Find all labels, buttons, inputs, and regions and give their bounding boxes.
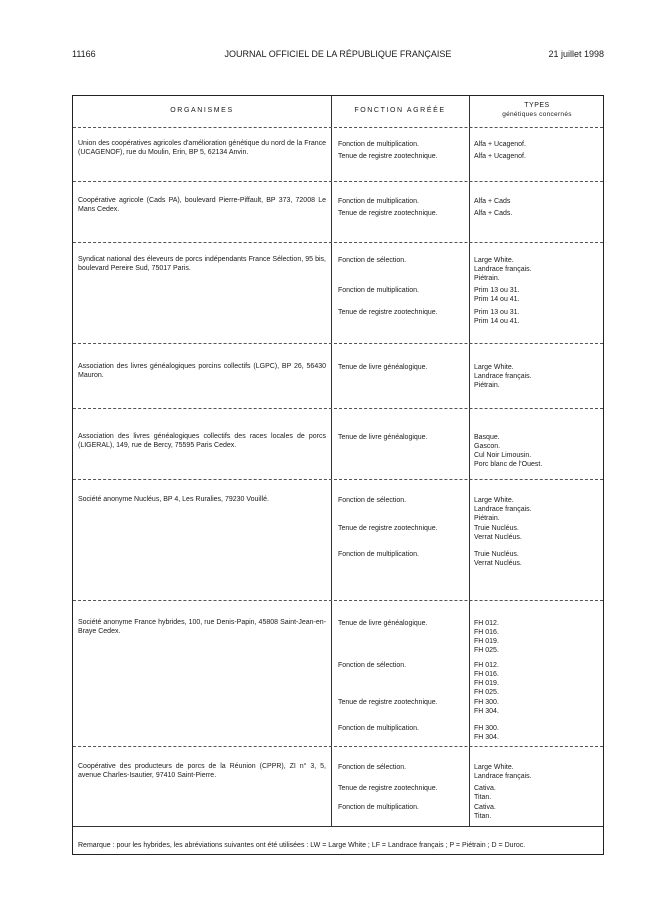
- type-item: Large White.: [474, 764, 514, 771]
- type-item: Cativa.: [474, 804, 496, 811]
- fonction-agreee: Tenue de registre zootechnique.: [338, 525, 438, 532]
- organisme-name: Union des coopératives agricoles d'amélioration génétique du nord de la France (UCAGENOF), rue du Moulin, Erin, BP 5, 62134 Anvin.: [78, 140, 326, 156]
- type-item: FH 025.: [474, 647, 499, 654]
- row-separator: [73, 746, 603, 747]
- types-genetiques: [474, 363, 602, 390]
- types-genetiques: [474, 308, 602, 326]
- type-item: Prim 14 ou 41.: [474, 318, 520, 325]
- row-separator: [73, 242, 603, 243]
- fonction-agreee: Tenue de livre généalogique.: [338, 364, 428, 371]
- fonction-agreee: Fonction de multiplication.: [338, 804, 419, 811]
- fonction-agreee: Fonction de multiplication.: [338, 198, 419, 205]
- type-item: FH 025.: [474, 689, 499, 696]
- organisme-name: Société anonyme Nucléus, BP 4, Les Ruralies, 79230 Vouillé.: [78, 496, 269, 503]
- type-item: FH 016.: [474, 671, 499, 678]
- column-header-fonction: FONCTION AGRÉÉE: [354, 107, 446, 114]
- fonction-agreee: Tenue de livre généalogique.: [338, 620, 428, 627]
- type-item: Truie Nucléus.: [474, 525, 519, 532]
- organisme-name: Coopérative des producteurs de porcs de la Réunion (CPPR), ZI n° 3, 5, avenue Charles-Isautier, 97410 Saint-Pierre.: [78, 763, 326, 779]
- row-separator: [73, 600, 603, 601]
- row-separator: [73, 408, 603, 409]
- type-item: FH 304.: [474, 708, 499, 715]
- type-item: Cul Noir Limousin.: [474, 452, 532, 459]
- type-item: Prim 14 ou 41.: [474, 296, 520, 303]
- type-item: Alfa + Cads: [474, 198, 511, 205]
- fonction-agreee: Fonction de sélection.: [338, 497, 407, 504]
- types-genetiques: [474, 724, 602, 742]
- agreement-table: [72, 95, 604, 855]
- column-header-types-subtitle: génétiques concernés: [502, 110, 572, 118]
- fonction-agreee: Fonction de multiplication.: [338, 141, 419, 148]
- fonction-agreee: Tenue de livre généalogique.: [338, 434, 428, 441]
- types-genetiques: [474, 140, 602, 149]
- column-header-organismes: ORGANISMES: [170, 107, 234, 114]
- journal-title: JOURNAL OFFICIEL DE LA RÉPUBLIQUE FRANÇAISE: [224, 49, 452, 59]
- publication-date: 21 juillet 1998: [548, 49, 604, 59]
- remark-divider: [73, 826, 603, 827]
- fonction-agreee: Tenue de registre zootechnique.: [338, 153, 438, 160]
- column-divider: [331, 96, 332, 826]
- types-genetiques: [474, 286, 602, 304]
- type-item: FH 016.: [474, 629, 499, 636]
- types-genetiques: [474, 803, 602, 821]
- types-genetiques: [474, 619, 602, 655]
- type-item: Large White.: [474, 364, 514, 371]
- column-header-types: [469, 96, 605, 126]
- organisme-name: Syndicat national des éleveurs de porcs indépendants France Sélection, 95 bis, boulevard Pereire Sud, 75017 Paris.: [78, 256, 326, 272]
- types-genetiques: [474, 197, 602, 206]
- type-item: Verrat Nucléus.: [474, 534, 522, 541]
- fonction-agreee: Fonction de sélection.: [338, 662, 407, 669]
- column-header-types-title: TYPES: [524, 102, 550, 109]
- type-item: FH 019.: [474, 638, 499, 645]
- types-genetiques: [474, 152, 602, 161]
- organisme-name: Association des livres généalogiques collectifs des races locales de porcs (LIGERAL), 149, rue de Bercy, 75595 Paris Cedex.: [78, 433, 326, 449]
- type-item: Porc blanc de l'Ouest.: [474, 461, 543, 468]
- fonction-agreee: Fonction de multiplication.: [338, 725, 419, 732]
- types-genetiques: [474, 763, 602, 781]
- types-genetiques: [474, 524, 602, 542]
- types-genetiques: [474, 784, 602, 802]
- row-separator: [73, 181, 603, 182]
- page-header: [72, 49, 604, 63]
- fonction-agreee: Tenue de registre zootechnique.: [338, 309, 438, 316]
- type-item: Alfa + Ucagenof.: [474, 141, 526, 148]
- type-item: Landrace français.: [474, 266, 532, 273]
- row-separator: [73, 127, 603, 128]
- type-item: FH 019.: [474, 680, 499, 687]
- fonction-agreee: Tenue de registre zootechnique.: [338, 699, 438, 706]
- organisme-name: Société anonyme France hybrides, 100, rue Denis-Papin, 45808 Saint-Jean-en-Braye Cedex.: [78, 619, 326, 635]
- types-genetiques: [474, 698, 602, 716]
- fonction-agreee: Fonction de sélection.: [338, 257, 407, 264]
- type-item: Gascon.: [474, 443, 501, 450]
- type-item: Truie Nucléus.: [474, 551, 519, 558]
- type-item: Basque.: [474, 434, 500, 441]
- type-item: Large White.: [474, 497, 514, 504]
- types-genetiques: [474, 433, 602, 469]
- type-item: FH 300.: [474, 725, 499, 732]
- type-item: Prim 13 ou 31.: [474, 287, 520, 294]
- row-separator: [73, 479, 603, 480]
- types-genetiques: [474, 550, 602, 568]
- type-item: Large White.: [474, 257, 514, 264]
- fonction-agreee: Fonction de sélection.: [338, 764, 407, 771]
- row-separator: [73, 343, 603, 344]
- types-genetiques: [474, 256, 602, 283]
- organisme-name: Coopérative agricole (Cads PA), boulevard Pierre-Piffault, BP 373, 72008 Le Mans Cedex.: [78, 197, 326, 213]
- type-item: Landrace français.: [474, 506, 532, 513]
- organisme-name: Association des livres généalogiques porcins collectifs (LGPC), BP 26, 56430 Mauron.: [78, 363, 326, 379]
- type-item: Titan.: [474, 813, 492, 820]
- type-item: FH 012.: [474, 662, 499, 669]
- type-item: Alfa + Ucagenof.: [474, 153, 526, 160]
- remark-note: Remarque : pour les hybrides, les abréviations suivantes ont été utilisées : LW = Large White ; LF = Landrace français ; P = Piétrain ; D = Duroc.: [78, 842, 526, 849]
- types-genetiques: [474, 661, 602, 697]
- type-item: Piétrain.: [474, 515, 500, 522]
- type-item: FH 012.: [474, 620, 499, 627]
- type-item: Landrace français.: [474, 373, 532, 380]
- fonction-agreee: Tenue de registre zootechnique.: [338, 210, 438, 217]
- fonction-agreee: Fonction de multiplication.: [338, 287, 419, 294]
- type-item: Titan.: [474, 794, 492, 801]
- types-genetiques: [474, 209, 602, 218]
- type-item: Verrat Nucléus.: [474, 560, 522, 567]
- type-item: FH 300.: [474, 699, 499, 706]
- fonction-agreee: Fonction de multiplication.: [338, 551, 419, 558]
- type-item: Piétrain.: [474, 382, 500, 389]
- type-item: Prim 13 ou 31.: [474, 309, 520, 316]
- type-item: Landrace français.: [474, 773, 532, 780]
- column-divider: [469, 96, 470, 826]
- type-item: Cativa.: [474, 785, 496, 792]
- type-item: Alfa + Cads.: [474, 210, 513, 217]
- types-genetiques: [474, 496, 602, 523]
- type-item: Piétrain.: [474, 275, 500, 282]
- fonction-agreee: Tenue de registre zootechnique.: [338, 785, 438, 792]
- type-item: FH 304.: [474, 734, 499, 741]
- page-number: 11166: [72, 49, 96, 59]
